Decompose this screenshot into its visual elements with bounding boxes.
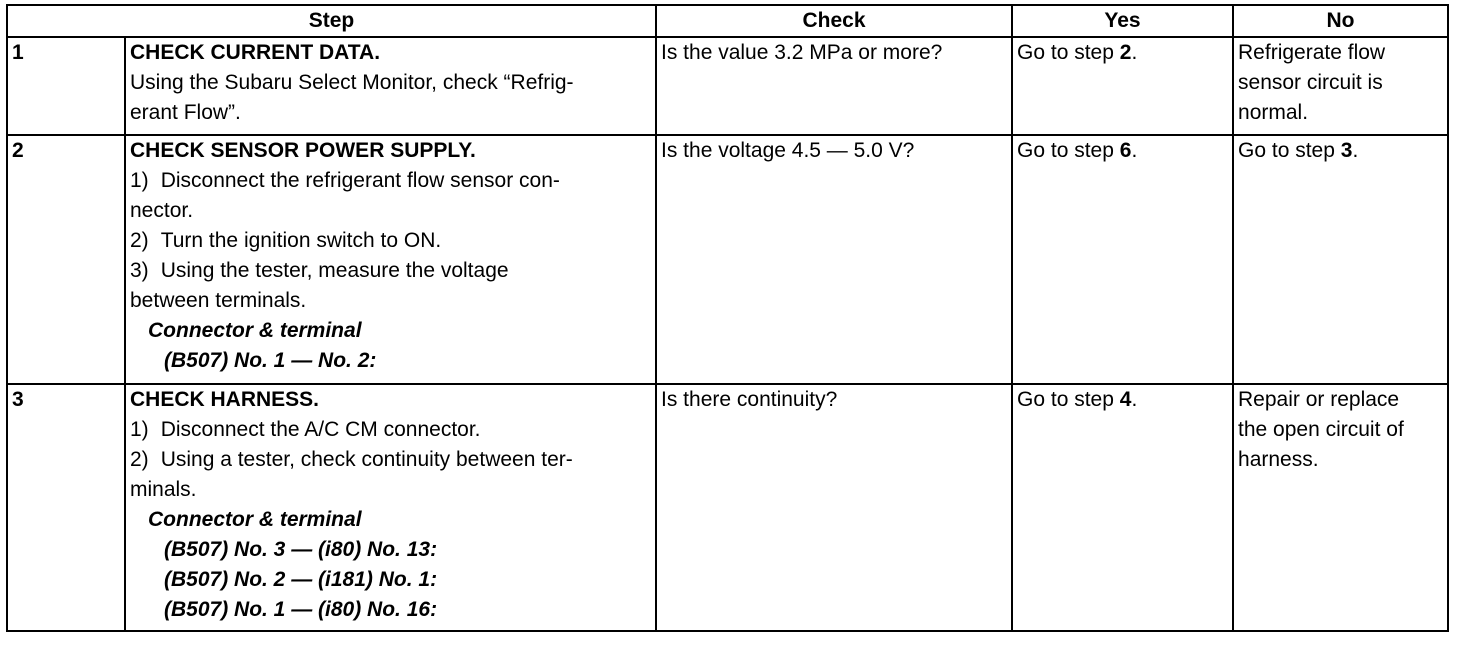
step-text: Using a tester, check continuity between ter- (160, 448, 573, 471)
no-cell (1233, 384, 1448, 631)
step-line (130, 445, 651, 475)
yes-step-ref: 6 (1119, 139, 1132, 162)
step-number: 3 (7, 384, 125, 631)
step-cell (125, 384, 656, 631)
step-line (130, 415, 651, 445)
step-index: 3) (130, 259, 149, 282)
check-cell: Is the voltage 4.5 — 5.0 V? (656, 135, 1012, 384)
step-cell (125, 135, 656, 384)
no-line: normal. (1238, 101, 1309, 124)
yes-step-ref: 4 (1119, 388, 1132, 411)
yes-step-ref: 2 (1119, 41, 1132, 64)
step-line (130, 226, 651, 256)
step-index: 1) (130, 169, 149, 192)
step-text: Disconnect the refrigerant flow sensor con- (160, 169, 560, 192)
step-index: 2) (130, 448, 149, 471)
step-title: CHECK SENSOR POWER SUPPLY. (130, 139, 476, 162)
table-row (7, 135, 1448, 384)
step-text: Turn the ignition switch to ON. (160, 229, 442, 252)
table-row (7, 384, 1448, 631)
no-cell: Go to step 3. (1233, 135, 1448, 384)
yes-cell: Go to step 4. (1012, 384, 1233, 631)
header-row (7, 5, 1448, 37)
connector-terminal: (B507) No. 2 — (i181) No. 1: (164, 568, 438, 591)
step-line: between terminals. (130, 289, 307, 312)
check-cell: Is the value 3.2 MPa or more? (656, 37, 1012, 135)
no-line: the open circuit of (1238, 418, 1404, 441)
no-step-ref: 3 (1340, 139, 1353, 162)
no-cell (1233, 37, 1448, 135)
step-number: 1 (7, 37, 125, 135)
connector-terminal: (B507) No. 1 — No. 2: (164, 349, 377, 372)
no-line: Refrigerate flow (1238, 41, 1386, 64)
no-line: Repair or replace (1238, 388, 1400, 411)
table-row (7, 37, 1448, 135)
connector-heading: Connector & terminal (148, 508, 362, 531)
step-line (130, 256, 651, 286)
yes-cell: Go to step 6. (1012, 135, 1233, 384)
connector-heading: Connector & terminal (148, 319, 362, 342)
step-index: 2) (130, 229, 149, 252)
step-number: 2 (7, 135, 125, 384)
no-text: Go to step (1238, 139, 1341, 162)
check-cell: Is there continuity? (656, 384, 1012, 631)
header-yes: Yes (1012, 5, 1233, 37)
no-line: harness. (1238, 448, 1319, 471)
yes-text: Go to step (1017, 139, 1120, 162)
yes-text: Go to step (1017, 388, 1120, 411)
yes-cell: Go to step 2. (1012, 37, 1233, 135)
connector-terminal: (B507) No. 1 — (i80) No. 16: (164, 598, 438, 621)
header-no: No (1233, 5, 1448, 37)
no-line: sensor circuit is (1238, 71, 1383, 94)
step-line: nector. (130, 199, 194, 222)
step-line (130, 166, 651, 196)
step-index: 1) (130, 418, 149, 441)
step-text: Using the tester, measure the voltage (160, 259, 509, 282)
step-title: CHECK CURRENT DATA. (130, 41, 381, 64)
header-check: Check (656, 5, 1012, 37)
step-line: Using the Subaru Select Monitor, check “Refrig- (130, 71, 574, 94)
step-line: minals. (130, 478, 197, 501)
yes-text: Go to step (1017, 41, 1120, 64)
step-cell (125, 37, 656, 135)
step-text: Disconnect the A/C CM connector. (160, 418, 481, 441)
header-step: Step (7, 5, 656, 37)
diagnostic-table (6, 4, 1449, 632)
connector-terminal: (B507) No. 3 — (i80) No. 13: (164, 538, 438, 561)
step-title: CHECK HARNESS. (130, 388, 320, 411)
step-line: erant Flow”. (130, 101, 241, 124)
